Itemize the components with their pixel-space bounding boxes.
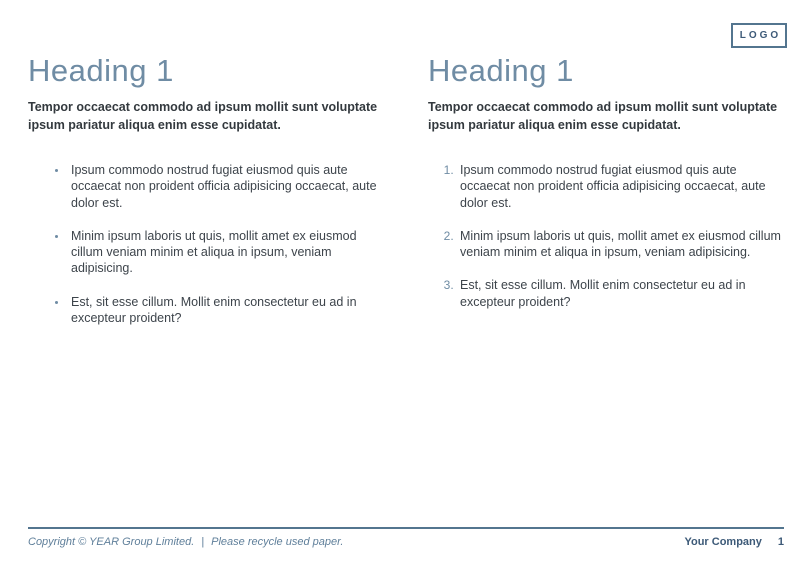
list-item: • Minim ipsum laboris ut quis, mollit amet ex eiusmod cillum veniam minim et aliqua in ipsum, veniam adipisicing. [68, 228, 384, 277]
bullet-list [28, 162, 384, 326]
footer-company-block [684, 536, 784, 548]
list-item: 2. Minim ipsum laboris ut quis, mollit amet ex eiusmod cillum veniam minim et aliqua in ipsum, veniam adipisicing. [457, 228, 784, 261]
logo-placeholder [731, 23, 787, 48]
logo-text: LOGO [739, 30, 782, 41]
intro-paragraph-left: Tempor occaecat commodo ad ipsum mollit sunt voluptate ipsum pariatur aliqua enim esse cupidatat. [28, 99, 378, 132]
recycle-note: Please recycle used paper. [211, 536, 344, 548]
numbered-list [428, 162, 784, 310]
right-column [428, 52, 784, 343]
intro-paragraph-right: Tempor occaecat commodo ad ipsum mollit sunt voluptate ipsum pariatur aliqua enim esse cupidatat. [428, 99, 778, 132]
list-item: 1. Ipsum commodo nostrud fugiat eiusmod quis aute occaecat non proident officia adipisicing occaecat, aute dolor est. [457, 162, 784, 211]
left-column [28, 52, 384, 343]
heading-left: Heading 1 [28, 53, 174, 88]
footer-separator: | [201, 536, 205, 548]
page-number: 1 [777, 536, 784, 548]
heading-right: Heading 1 [428, 53, 574, 88]
list-item: 3. Est, sit esse cillum. Mollit enim consectetur eu ad in excepteur proident? [457, 277, 784, 310]
list-item: • Ipsum commodo nostrud fugiat eiusmod quis aute occaecat non proident officia adipisicing occaecat, aute dolor est. [68, 162, 384, 211]
content-columns [28, 52, 784, 343]
list-item: • Est, sit esse cillum. Mollit enim consectetur eu ad in excepteur proident? [68, 294, 384, 327]
company-name: Your Company [684, 536, 762, 548]
copyright-text: Copyright © YEAR Group Limited. [28, 536, 195, 548]
footer-copyright-block [28, 536, 343, 548]
page-footer [28, 527, 784, 548]
